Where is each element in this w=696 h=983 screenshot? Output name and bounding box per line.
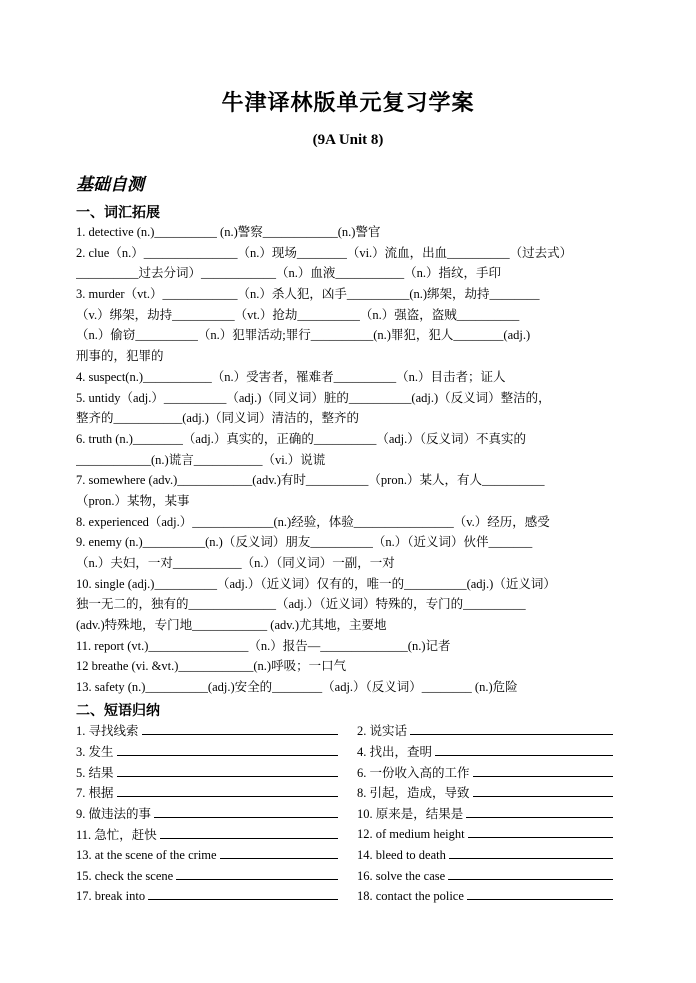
- vocabulary-line: 3. murder（vt.）____________（n.）杀人犯，凶手__________(n.)绑架，劫持________: [76, 287, 540, 302]
- phrase-item: [76, 887, 338, 904]
- answer-blank[interactable]: [467, 887, 613, 900]
- vocabulary-line: 11. report (vt.)________________（n.）报告—______________(n.)记者: [76, 638, 451, 653]
- phrase-item: [76, 867, 338, 884]
- page-subtitle: (9A Unit 8): [312, 132, 384, 148]
- phrase-label: 2. 说实话: [357, 724, 408, 738]
- vocabulary-line: 9. enemy (n.)__________(n.)（反义词）朋友__________（n.）（近义词）伙伴_______: [76, 535, 533, 550]
- answer-blank[interactable]: [154, 805, 338, 818]
- part2-heading: 二、短语归纳: [76, 703, 160, 719]
- phrase-item: [76, 721, 338, 739]
- answer-blank[interactable]: [468, 825, 613, 838]
- phrase-label: 10. 原来是，结果是: [357, 807, 464, 822]
- vocabulary-list: [76, 222, 622, 698]
- answer-blank[interactable]: [117, 764, 338, 777]
- answer-blank[interactable]: [466, 805, 613, 818]
- vocabulary-line: （n.）夫妇，一对___________（n.）（同义词）一副，一对: [76, 556, 395, 570]
- phrase-item: [357, 887, 613, 904]
- phrase-item: [357, 783, 613, 801]
- answer-blank[interactable]: [117, 743, 338, 756]
- phrase-label: 18. contact the police: [357, 889, 464, 904]
- vocabulary-line: 整齐的___________(adj.)（同义词）清洁的，整齐的: [76, 411, 359, 426]
- phrase-label: 16. solve the case: [357, 868, 446, 883]
- phrase-item: [357, 846, 613, 863]
- answer-blank[interactable]: [220, 846, 338, 859]
- vocabulary-line: __________过去分词）____________（n.）血液___________（n.）指纹，手印: [76, 266, 502, 281]
- vocabulary-line: 10. single (adj.)__________（adj.）（近义词）仅有的，唯一的__________(adj.)（近义词）: [76, 576, 556, 591]
- answer-blank[interactable]: [148, 887, 338, 900]
- phrase-label: 15. check the scene: [76, 868, 174, 883]
- phrase-item: [76, 742, 338, 760]
- phrase-label: 11. 急忙，赶快: [76, 828, 157, 842]
- vocabulary-line: 1. detective (n.)__________ (n.)警察____________(n.)警官: [76, 225, 381, 239]
- phrase-item: [357, 763, 613, 781]
- phrase-item: [357, 867, 613, 884]
- answer-blank[interactable]: [435, 743, 613, 756]
- page-title: 牛津译林版单元复习学案: [221, 90, 475, 116]
- vocabulary-line: 12 breathe (vi. &vt.)____________(n.)呼吸；一口气: [76, 659, 347, 674]
- vocabulary-line: （v.）绑架，劫持__________（vt.）抢劫__________（n.）强盗，盗贼__________: [76, 307, 520, 322]
- phrase-label: 3. 发生: [76, 744, 114, 759]
- part1-heading: 一、词汇拓展: [76, 205, 160, 221]
- answer-blank[interactable]: [160, 826, 338, 839]
- vocabulary-line: (adv.)特殊地，专门地____________ (adv.)尤其地，主要地: [76, 618, 387, 633]
- phrase-label: 5. 结果: [76, 765, 114, 780]
- vocabulary-line: 7. somewhere (adv.)____________(adv.)有时__________（pron.）某人，有人__________: [76, 473, 545, 488]
- answer-blank[interactable]: [449, 846, 613, 859]
- phrase-label: 6. 一份收入高的工作: [357, 765, 470, 780]
- vocabulary-line: （n.）偷窃__________（n.）犯罪活动;罪行__________(n.)罪犯，犯人________(adj.): [76, 328, 531, 343]
- phrase-item: [76, 783, 338, 801]
- phrase-item: [357, 742, 613, 760]
- phrase-label: 8. 引起，造成，导致: [357, 786, 470, 801]
- vocabulary-line: 独一无二的，独有的______________（adj.）（近义词）特殊的，专门的__________: [76, 597, 526, 612]
- vocabulary-line: 刑事的，犯罪的: [76, 349, 164, 364]
- answer-blank[interactable]: [473, 764, 613, 777]
- phrase-item: [357, 721, 613, 739]
- phrase-item: [76, 846, 338, 863]
- phrase-label: 1. 寻找线索: [76, 724, 139, 738]
- vocabulary-line: 6. truth (n.)________（adj.）真实的，正确的__________（adj.）（反义词）不真实的: [76, 431, 526, 446]
- vocabulary-line: 2. clue（n.）_______________（n.）现场________（vi.）流血，出血__________（过去式）: [76, 245, 573, 260]
- answer-blank[interactable]: [142, 722, 338, 735]
- phrase-label: 12. of medium height: [357, 827, 465, 841]
- vocabulary-line: （pron.）某物，某事: [76, 493, 190, 508]
- vocabulary-line: 13. safety (n.)__________(adj.)安全的________（adj.）（反义词）________ (n.)危险: [76, 680, 518, 695]
- phrase-label: 13. at the scene of the crime: [76, 847, 217, 862]
- phrase-item: [76, 825, 338, 843]
- answer-blank[interactable]: [176, 867, 338, 880]
- vocabulary-line: 4. suspect(n.)___________（n.）受害者，罹难者__________（n.）目击者；证人: [76, 369, 506, 384]
- phrase-label: 17. break into: [76, 889, 146, 904]
- phrase-label: 9. 做违法的事: [76, 807, 152, 822]
- phrase-label: 7. 根据: [76, 786, 114, 801]
- phrase-item: [76, 763, 338, 781]
- answer-blank[interactable]: [448, 867, 613, 880]
- answer-blank[interactable]: [117, 784, 338, 797]
- vocabulary-line: 5. untidy（adj.）__________（adj.)（同义词）脏的__________(adj.)（反义词）整洁的，: [76, 390, 551, 405]
- section-heading: 基础自测: [76, 175, 144, 195]
- phrase-item: [357, 804, 613, 822]
- phrase-item: [357, 825, 613, 842]
- answer-blank[interactable]: [410, 722, 613, 735]
- phrase-label: 4. 找出，查明: [357, 744, 433, 759]
- vocabulary-line: ____________(n.)谎言___________（vi.）说谎: [76, 452, 326, 467]
- vocabulary-line: 8. experienced（adj.）_____________(n.)经验，体验________________（v.）经历，感受: [76, 514, 550, 529]
- answer-blank[interactable]: [473, 784, 613, 797]
- phrase-item: [76, 804, 338, 822]
- phrase-label: 14. bleed to death: [357, 847, 446, 862]
